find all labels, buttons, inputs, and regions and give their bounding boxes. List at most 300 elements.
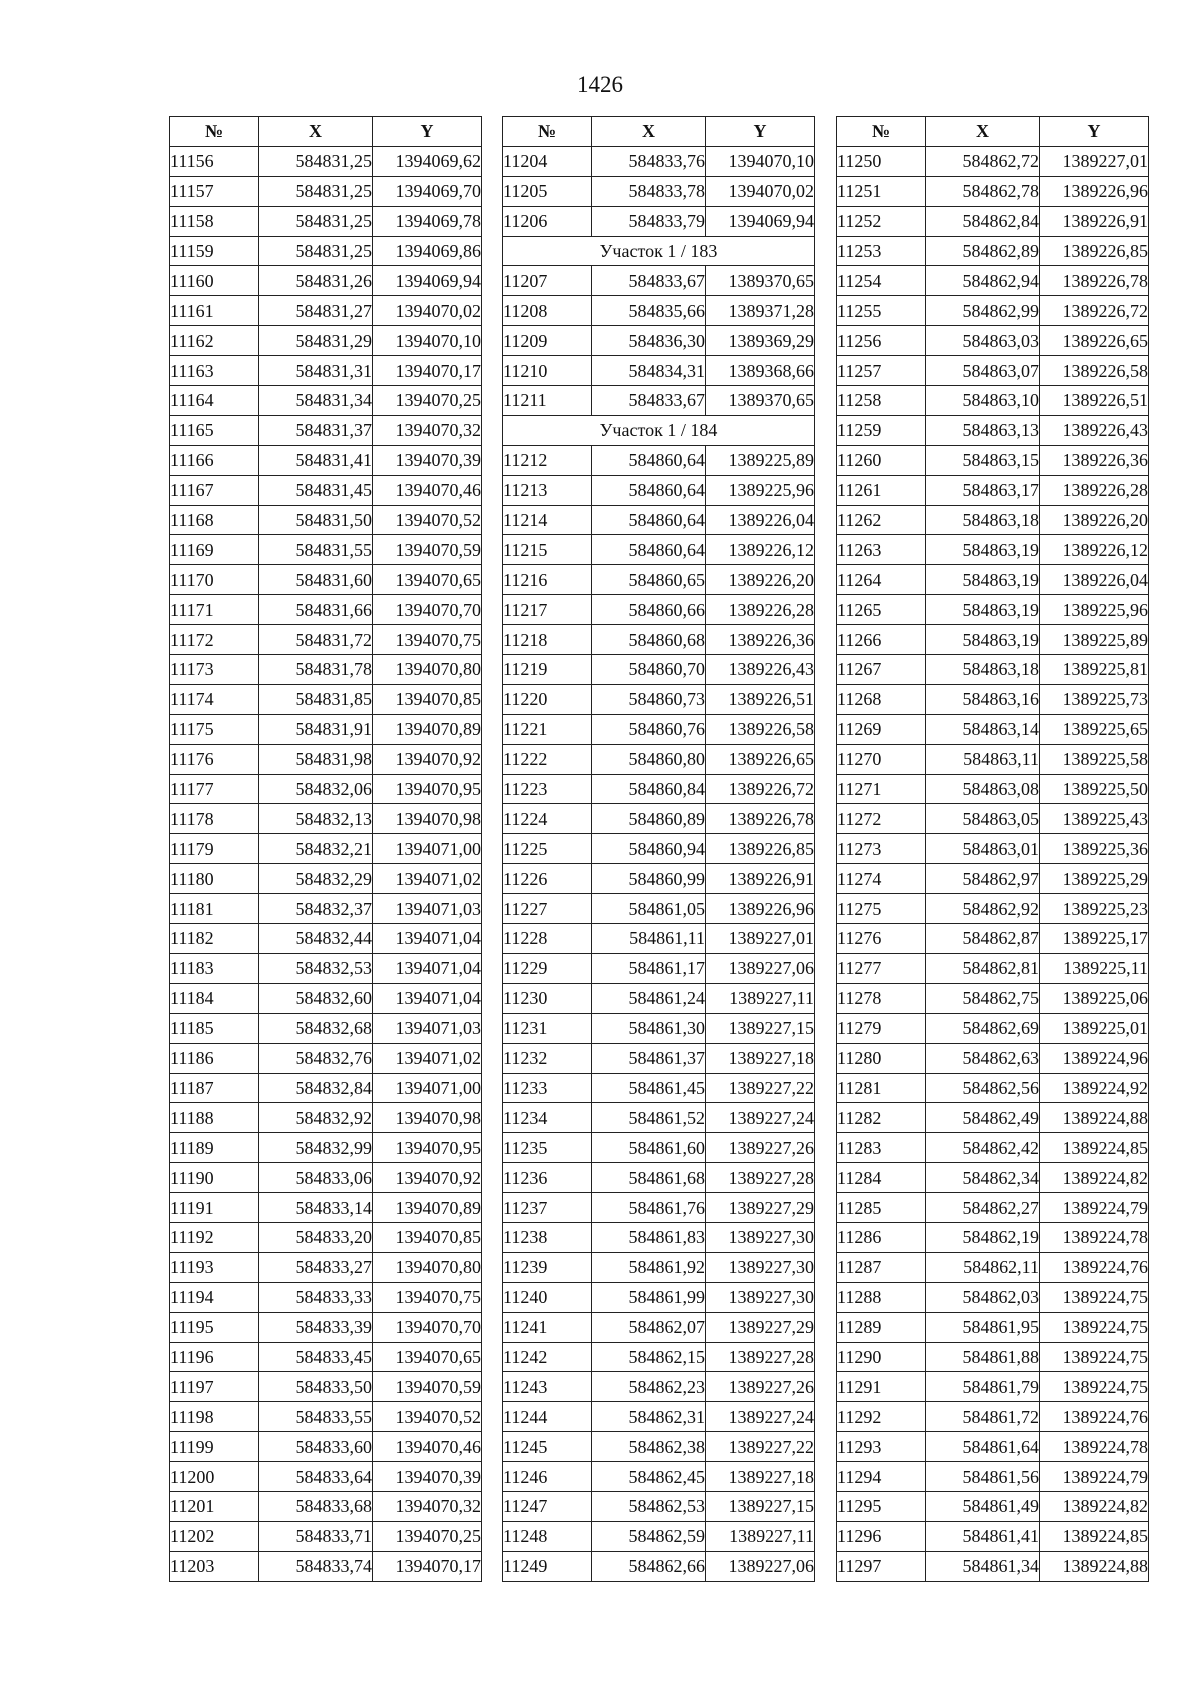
table-row [837,953,1149,983]
y-coordinate-cell: 1394070,25 [373,386,482,416]
y-coordinate-cell: 1389225,43 [1040,804,1149,834]
y-coordinate-cell: 1389225,23 [1040,894,1149,924]
point-number-cell: 11181 [170,894,259,924]
x-coordinate-cell: 584832,53 [259,953,373,983]
y-coordinate-cell: 1394069,62 [373,146,482,176]
x-coordinate-cell: 584862,59 [592,1521,706,1551]
table-row [170,565,482,595]
y-coordinate-cell: 1389226,43 [706,655,815,685]
y-coordinate-cell: 1389224,79 [1040,1193,1149,1223]
point-number-cell: 11203 [170,1551,259,1581]
table-row [503,176,815,206]
x-coordinate-cell: 584833,39 [259,1312,373,1342]
y-coordinate-cell: 1394070,39 [373,445,482,475]
table-row [170,326,482,356]
y-coordinate-cell: 1389227,06 [706,1551,815,1581]
point-number-cell: 11239 [503,1252,592,1282]
point-number-cell: 11241 [503,1312,592,1342]
point-number-cell: 11176 [170,744,259,774]
x-coordinate-cell: 584861,92 [592,1252,706,1282]
x-coordinate-cell: 584860,66 [592,595,706,625]
x-coordinate-cell: 584833,60 [259,1432,373,1462]
table-row [170,146,482,176]
table-row [837,1222,1149,1252]
point-number-cell: 11185 [170,1013,259,1043]
x-coordinate-cell: 584831,98 [259,744,373,774]
x-coordinate-cell: 584832,76 [259,1043,373,1073]
y-coordinate-cell: 1389224,76 [1040,1252,1149,1282]
y-coordinate-cell: 1394070,65 [373,565,482,595]
point-number-cell: 11214 [503,505,592,535]
table-row [503,684,815,714]
x-coordinate-cell: 584863,05 [926,804,1040,834]
table-row [170,1073,482,1103]
y-coordinate-cell: 1389227,18 [706,1462,815,1492]
y-coordinate-cell: 1394070,80 [373,655,482,685]
table-row [503,1312,815,1342]
column-header-y: Y [706,117,815,147]
point-number-cell: 11192 [170,1222,259,1252]
table-row [170,1372,482,1402]
point-number-cell: 11166 [170,445,259,475]
x-coordinate-cell: 584832,99 [259,1133,373,1163]
point-number-cell: 11253 [837,236,926,266]
y-coordinate-cell: 1389226,43 [1040,415,1149,445]
y-coordinate-cell: 1389225,65 [1040,714,1149,744]
y-coordinate-cell: 1389225,36 [1040,834,1149,864]
point-number-cell: 11266 [837,625,926,655]
point-number-cell: 11193 [170,1252,259,1282]
point-number-cell: 11208 [503,296,592,326]
point-number-cell: 11204 [503,146,592,176]
x-coordinate-cell: 584862,45 [592,1462,706,1492]
point-number-cell: 11180 [170,864,259,894]
y-coordinate-cell: 1389224,82 [1040,1491,1149,1521]
table-row [837,1252,1149,1282]
table-row [837,206,1149,236]
table-row [170,1193,482,1223]
table-row [503,834,815,864]
point-number-cell: 11157 [170,176,259,206]
y-coordinate-cell: 1389226,20 [1040,505,1149,535]
table-row [837,1521,1149,1551]
y-coordinate-cell: 1389224,76 [1040,1402,1149,1432]
y-coordinate-cell: 1389226,91 [1040,206,1149,236]
column-header-x: X [926,117,1040,147]
y-coordinate-cell: 1389226,65 [1040,326,1149,356]
x-coordinate-cell: 584833,33 [259,1282,373,1312]
x-coordinate-cell: 584831,37 [259,415,373,445]
y-coordinate-cell: 1394070,70 [373,1312,482,1342]
y-coordinate-cell: 1389226,04 [706,505,815,535]
point-number-cell: 11183 [170,953,259,983]
table-row [170,655,482,685]
x-coordinate-cell: 584863,07 [926,356,1040,386]
point-number-cell: 11202 [170,1521,259,1551]
point-number-cell: 11261 [837,475,926,505]
table-row [170,1222,482,1252]
point-number-cell: 11216 [503,565,592,595]
point-number-cell: 11273 [837,834,926,864]
point-number-cell: 11211 [503,386,592,416]
y-coordinate-cell: 1394070,17 [373,356,482,386]
x-coordinate-cell: 584862,07 [592,1312,706,1342]
y-coordinate-cell: 1389226,28 [1040,475,1149,505]
point-number-cell: 11254 [837,266,926,296]
point-number-cell: 11197 [170,1372,259,1402]
point-number-cell: 11287 [837,1252,926,1282]
point-number-cell: 11221 [503,714,592,744]
point-number-cell: 11246 [503,1462,592,1492]
y-coordinate-cell: 1394071,02 [373,864,482,894]
point-number-cell: 11227 [503,894,592,924]
table-row [837,1133,1149,1163]
point-number-cell: 11165 [170,415,259,445]
x-coordinate-cell: 584860,68 [592,625,706,655]
x-coordinate-cell: 584862,69 [926,1013,1040,1043]
table-row [503,1043,815,1073]
x-coordinate-cell: 584831,55 [259,535,373,565]
x-coordinate-cell: 584833,67 [592,266,706,296]
x-coordinate-cell: 584831,25 [259,176,373,206]
y-coordinate-cell: 1394069,78 [373,206,482,236]
y-coordinate-cell: 1389224,75 [1040,1342,1149,1372]
y-coordinate-cell: 1389227,24 [706,1402,815,1432]
point-number-cell: 11219 [503,655,592,685]
x-coordinate-cell: 584860,80 [592,744,706,774]
x-coordinate-cell: 584861,72 [926,1402,1040,1432]
point-number-cell: 11236 [503,1163,592,1193]
table-row [503,1372,815,1402]
x-coordinate-cell: 584862,34 [926,1163,1040,1193]
table-row [503,296,815,326]
table-row [170,684,482,714]
y-coordinate-cell: 1389227,30 [706,1282,815,1312]
y-coordinate-cell: 1389227,30 [706,1252,815,1282]
y-coordinate-cell: 1394070,02 [706,176,815,206]
table-row [170,714,482,744]
y-coordinate-cell: 1394070,25 [373,1521,482,1551]
x-coordinate-cell: 584863,15 [926,445,1040,475]
table-row [837,1193,1149,1223]
table-row [503,714,815,744]
point-number-cell: 11245 [503,1432,592,1462]
table-row [837,386,1149,416]
y-coordinate-cell: 1389225,17 [1040,924,1149,954]
point-number-cell: 11163 [170,356,259,386]
point-number-cell: 11247 [503,1491,592,1521]
y-coordinate-cell: 1389226,20 [706,565,815,595]
point-number-cell: 11288 [837,1282,926,1312]
x-coordinate-cell: 584833,67 [592,386,706,416]
point-number-cell: 11210 [503,356,592,386]
x-coordinate-cell: 584831,91 [259,714,373,744]
table-row [503,1462,815,1492]
y-coordinate-cell: 1389224,79 [1040,1462,1149,1492]
y-coordinate-cell: 1394070,89 [373,714,482,744]
x-coordinate-cell: 584831,25 [259,206,373,236]
y-coordinate-cell: 1389225,01 [1040,1013,1149,1043]
point-number-cell: 11243 [503,1372,592,1402]
point-number-cell: 11158 [170,206,259,236]
column-header-number: № [503,117,592,147]
y-coordinate-cell: 1389226,85 [706,834,815,864]
table-row [170,1133,482,1163]
point-number-cell: 11258 [837,386,926,416]
x-coordinate-cell: 584860,64 [592,475,706,505]
page-number: 1426 [577,72,623,97]
y-coordinate-cell: 1389369,29 [706,326,815,356]
table-row [170,535,482,565]
x-coordinate-cell: 584831,85 [259,684,373,714]
coordinates-table-3 [836,116,1149,1582]
point-number-cell: 11248 [503,1521,592,1551]
point-number-cell: 11171 [170,595,259,625]
point-number-cell: 11218 [503,625,592,655]
table-row [837,415,1149,445]
table-row [837,774,1149,804]
x-coordinate-cell: 584833,71 [259,1521,373,1551]
table-row [503,206,815,236]
x-coordinate-cell: 584862,56 [926,1073,1040,1103]
y-coordinate-cell: 1394070,17 [373,1551,482,1581]
x-coordinate-cell: 584863,11 [926,744,1040,774]
table-row [170,1043,482,1073]
table-row [170,1342,482,1372]
x-coordinate-cell: 584833,64 [259,1462,373,1492]
x-coordinate-cell: 584831,72 [259,625,373,655]
y-coordinate-cell: 1394071,04 [373,953,482,983]
table-row [837,565,1149,595]
table-row [170,505,482,535]
y-coordinate-cell: 1394069,86 [373,236,482,266]
x-coordinate-cell: 584862,27 [926,1193,1040,1223]
table-row [837,894,1149,924]
y-coordinate-cell: 1389225,29 [1040,864,1149,894]
point-number-cell: 11162 [170,326,259,356]
point-number-cell: 11250 [837,146,926,176]
point-number-cell: 11196 [170,1342,259,1372]
y-coordinate-cell: 1394070,95 [373,774,482,804]
x-coordinate-cell: 584863,18 [926,655,1040,685]
table-row [170,744,482,774]
y-coordinate-cell: 1389225,58 [1040,744,1149,774]
y-coordinate-cell: 1389226,96 [706,894,815,924]
column-header-x: X [592,117,706,147]
y-coordinate-cell: 1389227,30 [706,1222,815,1252]
x-coordinate-cell: 584862,03 [926,1282,1040,1312]
y-coordinate-cell: 1394070,75 [373,1282,482,1312]
y-coordinate-cell: 1389226,28 [706,595,815,625]
x-coordinate-cell: 584860,64 [592,535,706,565]
table-row [170,206,482,236]
x-coordinate-cell: 584862,49 [926,1103,1040,1133]
point-number-cell: 11217 [503,595,592,625]
y-coordinate-cell: 1389227,15 [706,1491,815,1521]
point-number-cell: 11178 [170,804,259,834]
x-coordinate-cell: 584863,08 [926,774,1040,804]
table-row [170,1521,482,1551]
table-row [170,864,482,894]
point-number-cell: 11182 [170,924,259,954]
point-number-cell: 11164 [170,386,259,416]
table-row [170,296,482,326]
x-coordinate-cell: 584832,06 [259,774,373,804]
point-number-cell: 11256 [837,326,926,356]
table-row [503,445,815,475]
y-coordinate-cell: 1389224,92 [1040,1073,1149,1103]
table-row [170,834,482,864]
column-header-y: Y [373,117,482,147]
y-coordinate-cell: 1389226,91 [706,864,815,894]
y-coordinate-cell: 1389227,11 [706,983,815,1013]
point-number-cell: 11278 [837,983,926,1013]
point-number-cell: 11268 [837,684,926,714]
x-coordinate-cell: 584860,76 [592,714,706,744]
y-coordinate-cell: 1389226,78 [1040,266,1149,296]
x-coordinate-cell: 584861,45 [592,1073,706,1103]
section-label: Участок 1 / 183 [503,236,815,266]
table-row [170,1312,482,1342]
y-coordinate-cell: 1389370,65 [706,386,815,416]
y-coordinate-cell: 1394070,85 [373,684,482,714]
section-row [503,236,815,266]
point-number-cell: 11172 [170,625,259,655]
table-row [170,625,482,655]
table-row [170,1013,482,1043]
table-row [170,176,482,206]
point-number-cell: 11194 [170,1282,259,1312]
x-coordinate-cell: 584861,41 [926,1521,1040,1551]
x-coordinate-cell: 584861,11 [592,924,706,954]
table-row [503,1073,815,1103]
x-coordinate-cell: 584833,68 [259,1491,373,1521]
x-coordinate-cell: 584831,34 [259,386,373,416]
x-coordinate-cell: 584862,78 [926,176,1040,206]
table-header-row [170,117,482,147]
x-coordinate-cell: 584860,64 [592,445,706,475]
point-number-cell: 11184 [170,983,259,1013]
y-coordinate-cell: 1394069,70 [373,176,482,206]
table-row [503,1133,815,1163]
x-coordinate-cell: 584863,01 [926,834,1040,864]
x-coordinate-cell: 584861,68 [592,1163,706,1193]
table-row [837,176,1149,206]
x-coordinate-cell: 584860,64 [592,505,706,535]
point-number-cell: 11292 [837,1402,926,1432]
point-number-cell: 11270 [837,744,926,774]
point-number-cell: 11228 [503,924,592,954]
point-number-cell: 11195 [170,1312,259,1342]
table-row [503,386,815,416]
coordinates-table-2 [502,116,815,1582]
x-coordinate-cell: 584832,92 [259,1103,373,1133]
table-row [170,1163,482,1193]
x-coordinate-cell: 584833,50 [259,1372,373,1402]
y-coordinate-cell: 1394070,85 [373,1222,482,1252]
table-row [170,1402,482,1432]
y-coordinate-cell: 1394070,59 [373,1372,482,1402]
table-row [837,714,1149,744]
point-number-cell: 11234 [503,1103,592,1133]
point-number-cell: 11269 [837,714,926,744]
y-coordinate-cell: 1389224,88 [1040,1103,1149,1133]
x-coordinate-cell: 584832,29 [259,864,373,894]
x-coordinate-cell: 584832,37 [259,894,373,924]
y-coordinate-cell: 1394070,59 [373,535,482,565]
point-number-cell: 11265 [837,595,926,625]
table-row [170,1491,482,1521]
x-coordinate-cell: 584863,16 [926,684,1040,714]
y-coordinate-cell: 1389225,81 [1040,655,1149,685]
table-row [503,1282,815,1312]
y-coordinate-cell: 1394070,95 [373,1133,482,1163]
point-number-cell: 11290 [837,1342,926,1372]
y-coordinate-cell: 1389227,26 [706,1372,815,1402]
point-number-cell: 11240 [503,1282,592,1312]
table-row [503,1342,815,1372]
x-coordinate-cell: 584831,31 [259,356,373,386]
x-coordinate-cell: 584861,52 [592,1103,706,1133]
y-coordinate-cell: 1394071,04 [373,983,482,1013]
y-coordinate-cell: 1389225,96 [1040,595,1149,625]
y-coordinate-cell: 1389371,28 [706,296,815,326]
point-number-cell: 11175 [170,714,259,744]
point-number-cell: 11167 [170,475,259,505]
x-coordinate-cell: 584831,41 [259,445,373,475]
x-coordinate-cell: 584862,53 [592,1491,706,1521]
table-row [170,266,482,296]
table-row [503,864,815,894]
column-header-x: X [259,117,373,147]
table-row [837,804,1149,834]
y-coordinate-cell: 1389226,78 [706,804,815,834]
x-coordinate-cell: 584831,78 [259,655,373,685]
table-row [837,356,1149,386]
x-coordinate-cell: 584863,14 [926,714,1040,744]
y-coordinate-cell: 1389227,06 [706,953,815,983]
x-coordinate-cell: 584863,19 [926,565,1040,595]
x-coordinate-cell: 584860,94 [592,834,706,864]
y-coordinate-cell: 1389225,11 [1040,953,1149,983]
x-coordinate-cell: 584862,97 [926,864,1040,894]
x-coordinate-cell: 584862,75 [926,983,1040,1013]
x-coordinate-cell: 584861,49 [926,1491,1040,1521]
x-coordinate-cell: 584834,31 [592,356,706,386]
y-coordinate-cell: 1389224,78 [1040,1222,1149,1252]
table-row [170,774,482,804]
y-coordinate-cell: 1394070,02 [373,296,482,326]
y-coordinate-cell: 1389225,89 [706,445,815,475]
table-row [503,1551,815,1581]
y-coordinate-cell: 1389227,28 [706,1342,815,1372]
x-coordinate-cell: 584833,55 [259,1402,373,1432]
y-coordinate-cell: 1389227,29 [706,1193,815,1223]
point-number-cell: 11179 [170,834,259,864]
point-number-cell: 11199 [170,1432,259,1462]
x-coordinate-cell: 584862,38 [592,1432,706,1462]
point-number-cell: 11242 [503,1342,592,1372]
x-coordinate-cell: 584832,44 [259,924,373,954]
table-row [837,1282,1149,1312]
table-row [837,1342,1149,1372]
x-coordinate-cell: 584861,88 [926,1342,1040,1372]
table-header-row [503,117,815,147]
point-number-cell: 11294 [837,1462,926,1492]
y-coordinate-cell: 1389227,18 [706,1043,815,1073]
x-coordinate-cell: 584861,37 [592,1043,706,1073]
y-coordinate-cell: 1394070,32 [373,1491,482,1521]
